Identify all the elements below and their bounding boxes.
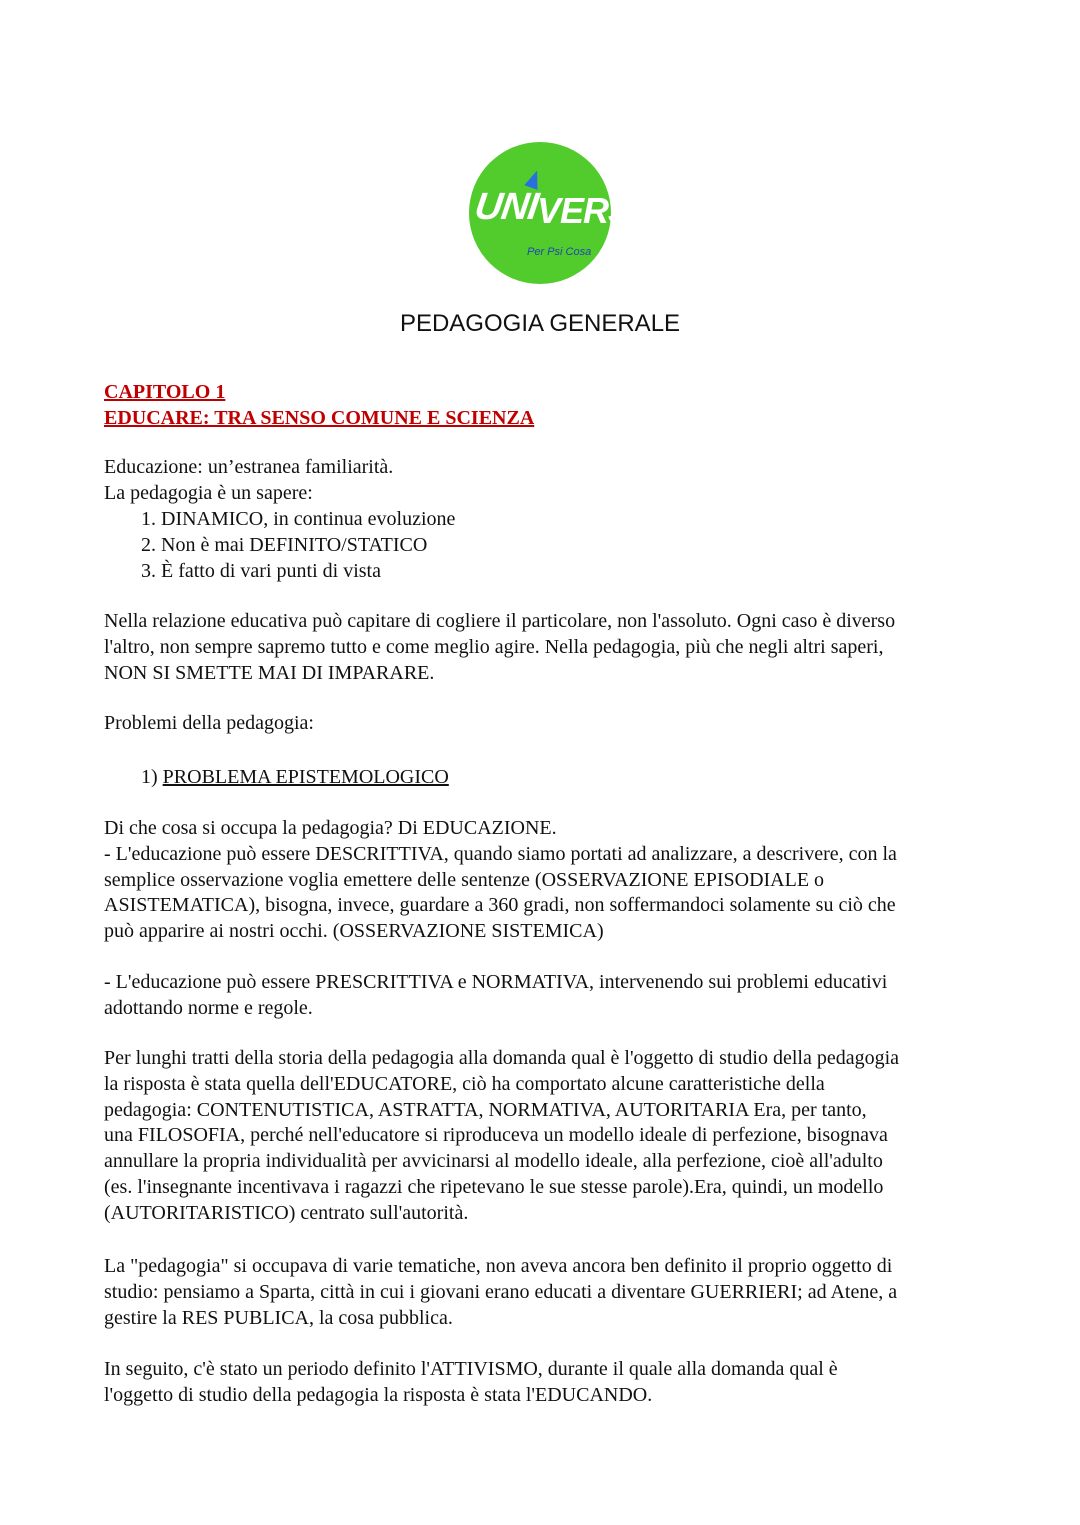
list-item: 2. Non è mai DEFINITO/STATICO xyxy=(141,533,428,556)
document-title: PEDAGOGIA GENERALE xyxy=(399,310,681,337)
numbered-list xyxy=(141,507,455,584)
paragraph xyxy=(104,1254,897,1331)
text-line: gestire la RES PUBLICA, la cosa pubblica. xyxy=(104,1306,453,1329)
paragraph xyxy=(104,711,314,737)
logo-tagline: Per Psi Cosa xyxy=(527,246,592,258)
logo-text-verso: VERSO xyxy=(537,190,659,231)
text-line: La pedagogia è un sapere: xyxy=(104,481,313,504)
text-line: la risposta è stata quella dell'EDUCATORE, ciò ha comportato alcune caratteristiche della xyxy=(104,1072,825,1095)
text-line: (es. l'insegnante incentivava i ragazzi che ripetevano le sue stesse parole).Era, quindi, un modello xyxy=(104,1175,884,1198)
paragraph xyxy=(104,1046,899,1227)
paragraph xyxy=(104,1357,838,1409)
section-number: 1) xyxy=(141,766,163,788)
text-line: ASISTEMATICA), bisogna, invece, guardare a 360 gradi, non soffermandoci solamente su ciò che xyxy=(104,894,896,917)
text-line: Nella relazione educativa può capitare di cogliere il particolare, non l'assoluto. Ogni caso è diverso xyxy=(104,610,896,632)
text-line: pedagogia: CONTENUTISTICA, ASTRATTA, NORMATIVA, AUTORITARIA Era, per tanto, xyxy=(104,1098,867,1121)
list-item: 1. DINAMICO, in continua evoluzione xyxy=(141,508,456,530)
text-line: (AUTORITARISTICO) centrato sull'autorità. xyxy=(104,1201,469,1224)
text-line: Educazione: un’estranea familiarità. xyxy=(104,456,394,478)
section-label: PROBLEMA EPISTEMOLOGICO xyxy=(162,766,449,788)
chapter-heading xyxy=(104,380,534,432)
paragraph xyxy=(104,609,895,686)
text-line: Problemi della pedagogia: xyxy=(104,712,314,734)
paragraph xyxy=(104,816,897,945)
text-line: - L'educazione può essere PRESCRITTIVA e NORMATIVA, intervenendo sui problemi educativi xyxy=(104,971,888,993)
text-line: Di che cosa si occupa la pedagogia? Di EDUCAZIONE. xyxy=(104,817,557,839)
chapter-number: CAPITOLO 1 xyxy=(104,381,226,403)
text-line: - L'educazione può essere DESCRITTIVA, quando siamo portati ad analizzare, a descrivere, con la xyxy=(104,842,897,865)
chapter-title: EDUCARE: TRA SENSO COMUNE E SCIENZA xyxy=(104,406,535,429)
intro xyxy=(104,455,393,507)
text-line: l'altro, non sempre sapremo tutto e come meglio agire. Nella pedagogia, più che negli altri saperi, xyxy=(104,635,884,658)
text-line: l'oggetto di studio della pedagogia la risposta è stata l'EDUCANDO. xyxy=(104,1383,653,1406)
text-line: In seguito, c'è stato un periodo definito l'ATTIVISMO, durante il quale alla domanda qual è xyxy=(104,1358,838,1380)
text-line: annullare la propria individualità per avvicinarsi al modello ideale, alla perfezione, cioè all'adulto xyxy=(104,1150,883,1173)
text-line: semplice osservazione voglia emettere delle sentenze (OSSERVAZIONE EPISODIALE o xyxy=(104,868,825,891)
paragraph xyxy=(104,970,887,1022)
text-line: La "pedagogia" si occupava di varie tematiche, non aveva ancora ben definito il proprio oggetto di xyxy=(104,1255,893,1277)
logo-text-uni: UNI xyxy=(472,186,541,228)
text-line: può apparire ai nostri occhi. (OSSERVAZIONE SISTEMICA) xyxy=(104,920,604,943)
universo-logo xyxy=(469,142,659,284)
text-line: Per lunghi tratti della storia della pedagogia alla domanda qual è l'oggetto di studio della pedagogia xyxy=(104,1047,900,1069)
text-line: studio: pensiamo a Sparta, città in cui i giovani erano educati a diventare GUERRIERI; ad Atene, a xyxy=(104,1280,898,1303)
text-line: adottando norme e regole. xyxy=(104,996,313,1019)
text-line: una FILOSOFIA, perché nell'educatore si riproduceva un modello ideale di perfezione, bisognava xyxy=(104,1124,888,1147)
text-line: NON SI SMETTE MAI DI IMPARARE. xyxy=(104,661,435,684)
section-heading xyxy=(141,765,449,791)
list-item: 3. È fatto di vari punti di vista xyxy=(141,559,381,582)
